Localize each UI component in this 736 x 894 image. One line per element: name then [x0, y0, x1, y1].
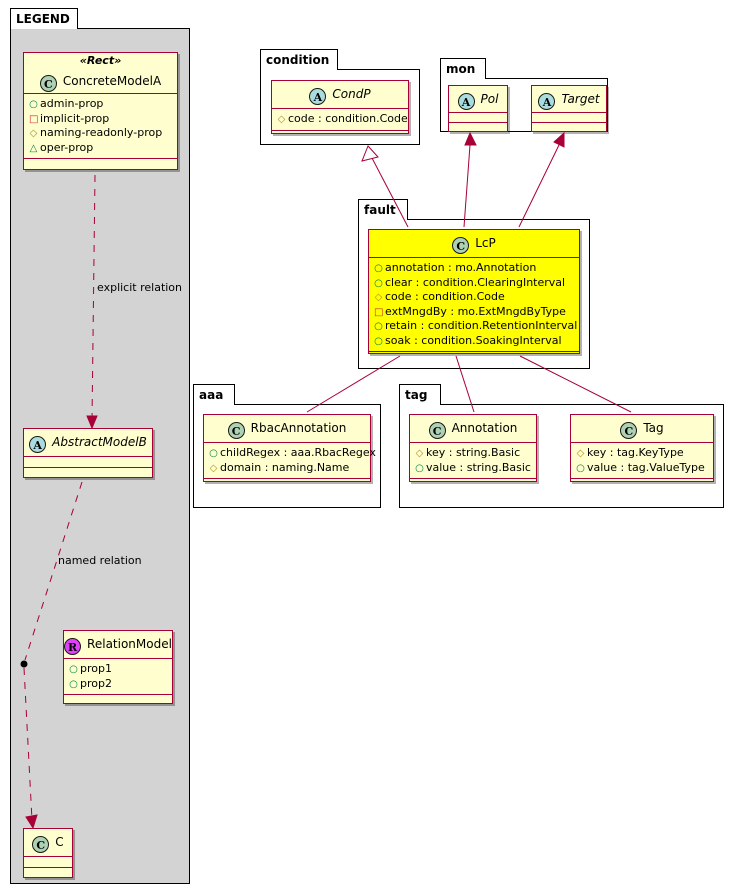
- class-icon: C: [40, 75, 57, 92]
- class-icon: C: [429, 422, 446, 439]
- class-footer: [532, 123, 606, 128]
- visibility-public-icon: ○: [209, 448, 218, 459]
- class-lcp-header: [369, 230, 579, 258]
- attribute-text: naming-readonly-prop: [40, 126, 163, 139]
- class-relationmodel[interactable]: [63, 630, 173, 704]
- class-concretemodela-attributes: [24, 94, 177, 159]
- class-condp-name: CondP: [332, 87, 371, 101]
- attribute-row: [374, 276, 575, 291]
- class-c-attributes: [24, 857, 72, 868]
- package-mon-tab: [440, 58, 486, 79]
- class-abstractmodelb-name: AbstractModelB: [52, 435, 147, 449]
- class-icon: C: [32, 836, 49, 853]
- visibility-protected-icon: ◇: [209, 462, 218, 474]
- attribute-row: [29, 97, 173, 112]
- attribute-row: [576, 461, 709, 476]
- class-footer: [24, 468, 152, 473]
- abstract-class-icon: A: [538, 93, 555, 110]
- visibility-public-icon: ○: [374, 321, 383, 332]
- attribute-row: [374, 261, 575, 276]
- class-abstractmodelb-attributes: [24, 457, 152, 468]
- attribute-text: key : tag.KeyType: [587, 446, 684, 459]
- abstract-class-icon: A: [458, 93, 475, 110]
- class-target-header: [532, 86, 606, 113]
- class-icon: C: [228, 422, 245, 439]
- class-annotation-name: Annotation: [451, 421, 518, 435]
- class-footer: [571, 479, 713, 484]
- class-tag-header: [571, 415, 713, 443]
- class-target[interactable]: [531, 85, 607, 132]
- class-annotation-attributes: [410, 443, 536, 479]
- visibility-public-icon: ○: [374, 335, 383, 347]
- attribute-text: prop2: [80, 676, 112, 690]
- attribute-row: [29, 112, 173, 127]
- class-relationmodel-name: RelationModel: [87, 637, 172, 651]
- package-fault-title: fault: [364, 203, 396, 217]
- package-legend-title: LEGEND: [16, 12, 70, 26]
- package-condition-tab: [260, 49, 338, 70]
- visibility-protected-icon: ◇: [277, 114, 286, 125]
- class-c-name: C: [55, 835, 64, 849]
- class-tag-name: Tag: [643, 421, 664, 435]
- visibility-package-icon: △: [29, 142, 38, 154]
- class-concretemodela[interactable]: [23, 52, 178, 170]
- visibility-public-icon: ○: [415, 462, 424, 474]
- class-icon: C: [452, 237, 469, 254]
- abstract-class-icon: A: [309, 88, 326, 105]
- package-tag-tab: [399, 384, 441, 405]
- class-c[interactable]: [23, 828, 73, 878]
- attribute-text: soak : condition.SoakingInterval: [385, 333, 562, 347]
- attribute-row: [277, 112, 408, 127]
- visibility-protected-icon: ◇: [374, 292, 383, 303]
- attribute-row: [69, 662, 168, 677]
- edge-label-explicit-relation: explicit relation: [97, 281, 183, 294]
- attribute-text: oper-prop: [40, 140, 94, 154]
- visibility-public-icon: ○: [576, 462, 585, 474]
- visibility-protected-icon: ◇: [29, 128, 38, 139]
- package-tag-title: tag: [405, 388, 428, 402]
- class-pol-attributes: [449, 113, 507, 123]
- visibility-private-icon: □: [29, 113, 39, 125]
- attribute-text: implicit-prop: [40, 111, 110, 125]
- class-tag-attributes: [571, 443, 713, 479]
- class-footer: [449, 123, 507, 128]
- class-pol-name: Pol: [480, 92, 499, 106]
- class-footer: [410, 479, 536, 484]
- attribute-text: value : tag.ValueType: [587, 460, 705, 474]
- class-condp-attributes: [272, 109, 408, 131]
- class-abstractmodelb-header: [24, 429, 152, 457]
- attribute-text: domain : naming.Name: [220, 460, 350, 474]
- class-c-header: [24, 829, 72, 857]
- attribute-row: [209, 446, 376, 461]
- class-condp[interactable]: [271, 80, 409, 134]
- class-lcp[interactable]: [368, 229, 580, 354]
- package-legend-tab: [10, 8, 78, 29]
- attribute-text: annotation : mo.Annotation: [385, 261, 537, 274]
- package-aaa-tab: [193, 384, 235, 405]
- class-concretemodela-stereotype: «Rect»: [79, 54, 122, 67]
- class-relationmodel-header: [64, 631, 172, 659]
- attribute-row: [374, 319, 578, 334]
- attribute-text: prop1: [80, 662, 112, 675]
- class-rbacannotation[interactable]: [203, 414, 376, 482]
- package-condition-title: condition: [266, 53, 330, 67]
- attribute-row: [576, 446, 709, 461]
- class-relationmodel-attributes: [64, 659, 172, 695]
- attribute-text: childRegex : aaa.RbacRegex: [220, 446, 376, 459]
- visibility-public-icon: ○: [29, 99, 38, 110]
- class-pol[interactable]: [448, 85, 508, 132]
- class-tag[interactable]: [570, 414, 714, 482]
- class-concretemodela-name: ConcreteModelA: [62, 74, 162, 88]
- attribute-row: [374, 305, 575, 320]
- class-condp-header: [272, 81, 408, 109]
- visibility-public-icon: ○: [374, 263, 383, 274]
- attribute-row: [415, 446, 532, 461]
- class-annotation[interactable]: [409, 414, 537, 482]
- visibility-protected-icon: ◇: [576, 448, 585, 459]
- attribute-text: key : string.Basic: [426, 446, 521, 459]
- attribute-row: [374, 334, 575, 349]
- attribute-row: [415, 461, 532, 476]
- attribute-text: retain : condition.RetentionInterval: [385, 319, 578, 332]
- class-annotation-header: [410, 415, 536, 443]
- class-pol-header: [449, 86, 507, 113]
- attribute-row: [209, 461, 366, 476]
- class-footer: [24, 159, 177, 164]
- package-mon-title: mon: [446, 62, 476, 76]
- attribute-row: [29, 141, 173, 156]
- package-aaa-title: aaa: [199, 388, 224, 402]
- visibility-public-icon: ○: [374, 277, 383, 289]
- attribute-text: admin-prop: [40, 97, 104, 110]
- class-rbacannotation-name: RbacAnnotation: [250, 421, 347, 435]
- class-footer: [204, 479, 370, 484]
- attribute-row: [29, 126, 173, 141]
- visibility-public-icon: ○: [69, 664, 78, 675]
- attribute-row: [374, 290, 575, 305]
- class-abstractmodelb[interactable]: [23, 428, 153, 478]
- class-footer: [24, 868, 72, 873]
- package-fault-tab: [358, 199, 408, 220]
- attribute-row: [69, 677, 168, 692]
- class-lcp-name: LcP: [475, 236, 496, 250]
- class-footer: [272, 131, 408, 136]
- attribute-text: clear : condition.ClearingInterval: [385, 275, 566, 289]
- attribute-text: value : string.Basic: [426, 460, 531, 474]
- attribute-text: code : condition.Code: [385, 290, 505, 303]
- abstract-class-icon: A: [29, 436, 46, 453]
- class-footer: [64, 695, 172, 700]
- class-target-name: Target: [561, 92, 600, 106]
- class-icon: C: [620, 422, 637, 439]
- relation-class-icon: R: [64, 638, 81, 655]
- class-target-attributes: [532, 113, 606, 123]
- visibility-protected-icon: ◇: [415, 448, 424, 459]
- visibility-public-icon: ○: [69, 678, 78, 690]
- class-concretemodela-header: [24, 69, 177, 94]
- class-rbacannotation-header: [204, 415, 370, 443]
- attribute-text: code : condition.Code: [288, 112, 408, 125]
- class-footer: [369, 352, 579, 357]
- attribute-text: extMngdBy : mo.ExtMngdByType: [385, 304, 566, 318]
- edge-label-named-relation: named relation: [58, 554, 142, 567]
- visibility-private-icon: □: [374, 306, 384, 318]
- class-lcp-attributes: [369, 258, 579, 352]
- class-rbacannotation-attributes: [204, 443, 376, 479]
